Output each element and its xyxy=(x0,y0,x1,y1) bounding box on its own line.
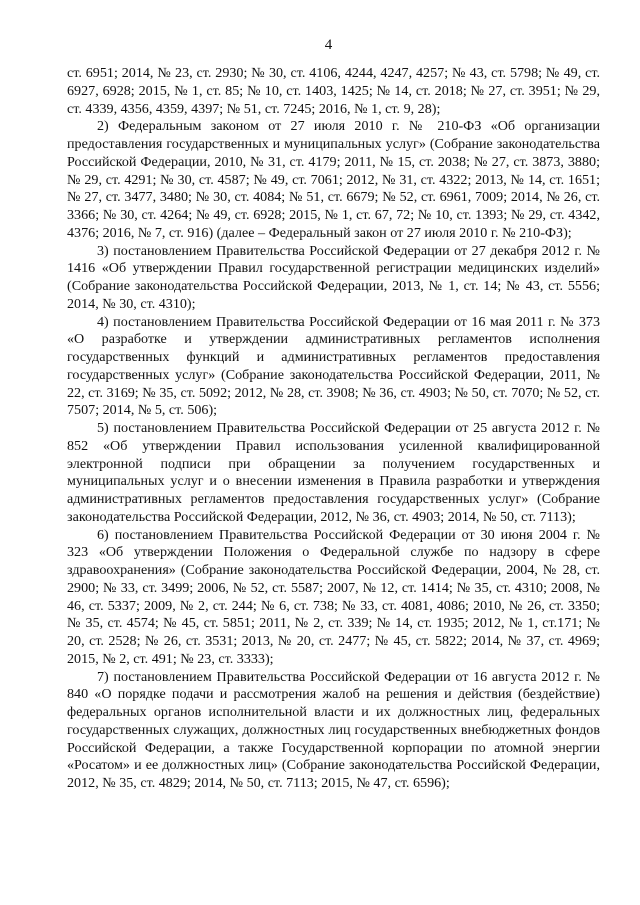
paragraph-item-2: 2) Федеральным законом от 27 июля 2010 г. № 210-ФЗ «Об организации предоставления государственных и муниципальных услуг» (Собрание законодательства Российской Федерации, 2010, № 31, ст. 4179; 2011, № 15, ст. 2038; № 27, ст. 3873, 3880; № 29, ст. 4291; № 30, ст. 4587; № 49, ст. 7061; 2012, № 31, ст. 4322; 2013, № 14, ст. 1651; № 27, ст. 3477, 3480; № 30, ст. 4084; № 51, ст. 6679; № 52, ст. 6961, 7009; 2014, № 26, ст. 3366; № 30, ст. 4264; № 49, ст. 6928; 2015, № 1, ст. 67, 72; № 10, ст. 1393; № 29, ст. 4342, 4376; 2016, № 7, ст. 916) (далее – Федеральный закон от 27 июля 2010 г. № 210-ФЗ); xyxy=(67,118,600,241)
paragraph-item-3: 3) постановлением Правительства Российской Федерации от 27 декабря 2012 г. № 1416 «Об утверждении Правил государственной регистрации медицинских изделий» (Собрание законодательства Российской Федерации, 2013, № 1, ст. 14; № 43, ст. 5556; 2014, № 30, ст. 4310); xyxy=(67,242,600,312)
paragraph-item-6: 6) постановлением Правительства Российской Федерации от 30 июня 2004 г. № 323 «Об утверждении Положения о Федеральной службе по надзору в сфере здравоохранения» (Собрание законодательства Российской Федерации, 2004, № 28, ст. 2900; № 33, ст. 3499; 2006, № 52, ст. 5587; 2007, № 12, ст. 1414; № 35, ст. 4310; 2008, № 46, ст. 5337; 2009, № 2, ст. 244; № 6, ст. 738; № 33, ст. 4081, 4086; 2010, № 26, ст. 3350; № 35, ст. 4574; № 45, ст. 5851; 2011, № 2, ст. 339; № 14, ст. 1935; 2012, № 1, ст.171; № 20, ст. 2528; № 26, ст. 3531; 2013, № 20, ст. 2477; № 45, ст. 5822; 2014, № 37, ст. 4969; 2015, № 2, ст. 491; № 23, ст. 3333); xyxy=(67,526,600,667)
paragraph-item-7: 7) постановлением Правительства Российской Федерации от 16 августа 2012 г. № 840 «О порядке подачи и рассмотрения жалоб на решения и действия (бездействие) федеральных органов исполнительной власти и их должностных лиц, федеральных государственных служащих, должностных лиц государственных внебюджетных фондов Российской Федерации, а также Государственной корпорации по атомной энергии «Росатом» и ее должностных лиц» (Собрание законодательства Российской Федерации, 2012, № 35, ст. 4829; 2014, № 50, ст. 7113; 2015, № 47, ст. 6596); xyxy=(67,668,600,791)
paragraph-continuation: ст. 6951; 2014, № 23, ст. 2930; № 30, ст. 4106, 4244, 4247, 4257; № 43, ст. 5798; № 49, ст. 6927, 6928; 2015, № 1, ст. 85; № 10, ст. 1403, 1425; № 14, ст. 2018; № 27, ст. 3951; № 29, ст. 4339, 4356, 4359, 4397; № 51, ст. 7245; 2016, № 1, ст. 9, 28); xyxy=(67,65,600,117)
paragraph-item-4: 4) постановлением Правительства Российской Федерации от 16 мая 2011 г. № 373 «О разработке и утверждении административных регламентов исполнения государственных функций и административных регламентов предоставления государственных услуг» (Собрание законодательства Российской Федерации, 2011, № 22, ст. 3169; № 35, ст. 5092; 2012, № 28, ст. 3908; № 36, ст. 4903; № 50, ст. 7070; № 52, ст. 7507; 2014, № 5, ст. 506); xyxy=(67,313,600,419)
paragraph-item-5: 5) постановлением Правительства Российской Федерации от 25 августа 2012 г. № 852 «Об утверждении Правил использования усиленной квалифицированной электронной подписи при обращении за получением государственных и муниципальных услуг и о внесении изменения в Правила разработки и утверждения административных регламентов предоставления государственных услуг» (Собрание законодательства Российской Федерации, 2012, № 36, ст. 4903; 2014, № 50, ст. 7113); xyxy=(67,420,600,525)
page-number: 4 xyxy=(324,37,333,53)
